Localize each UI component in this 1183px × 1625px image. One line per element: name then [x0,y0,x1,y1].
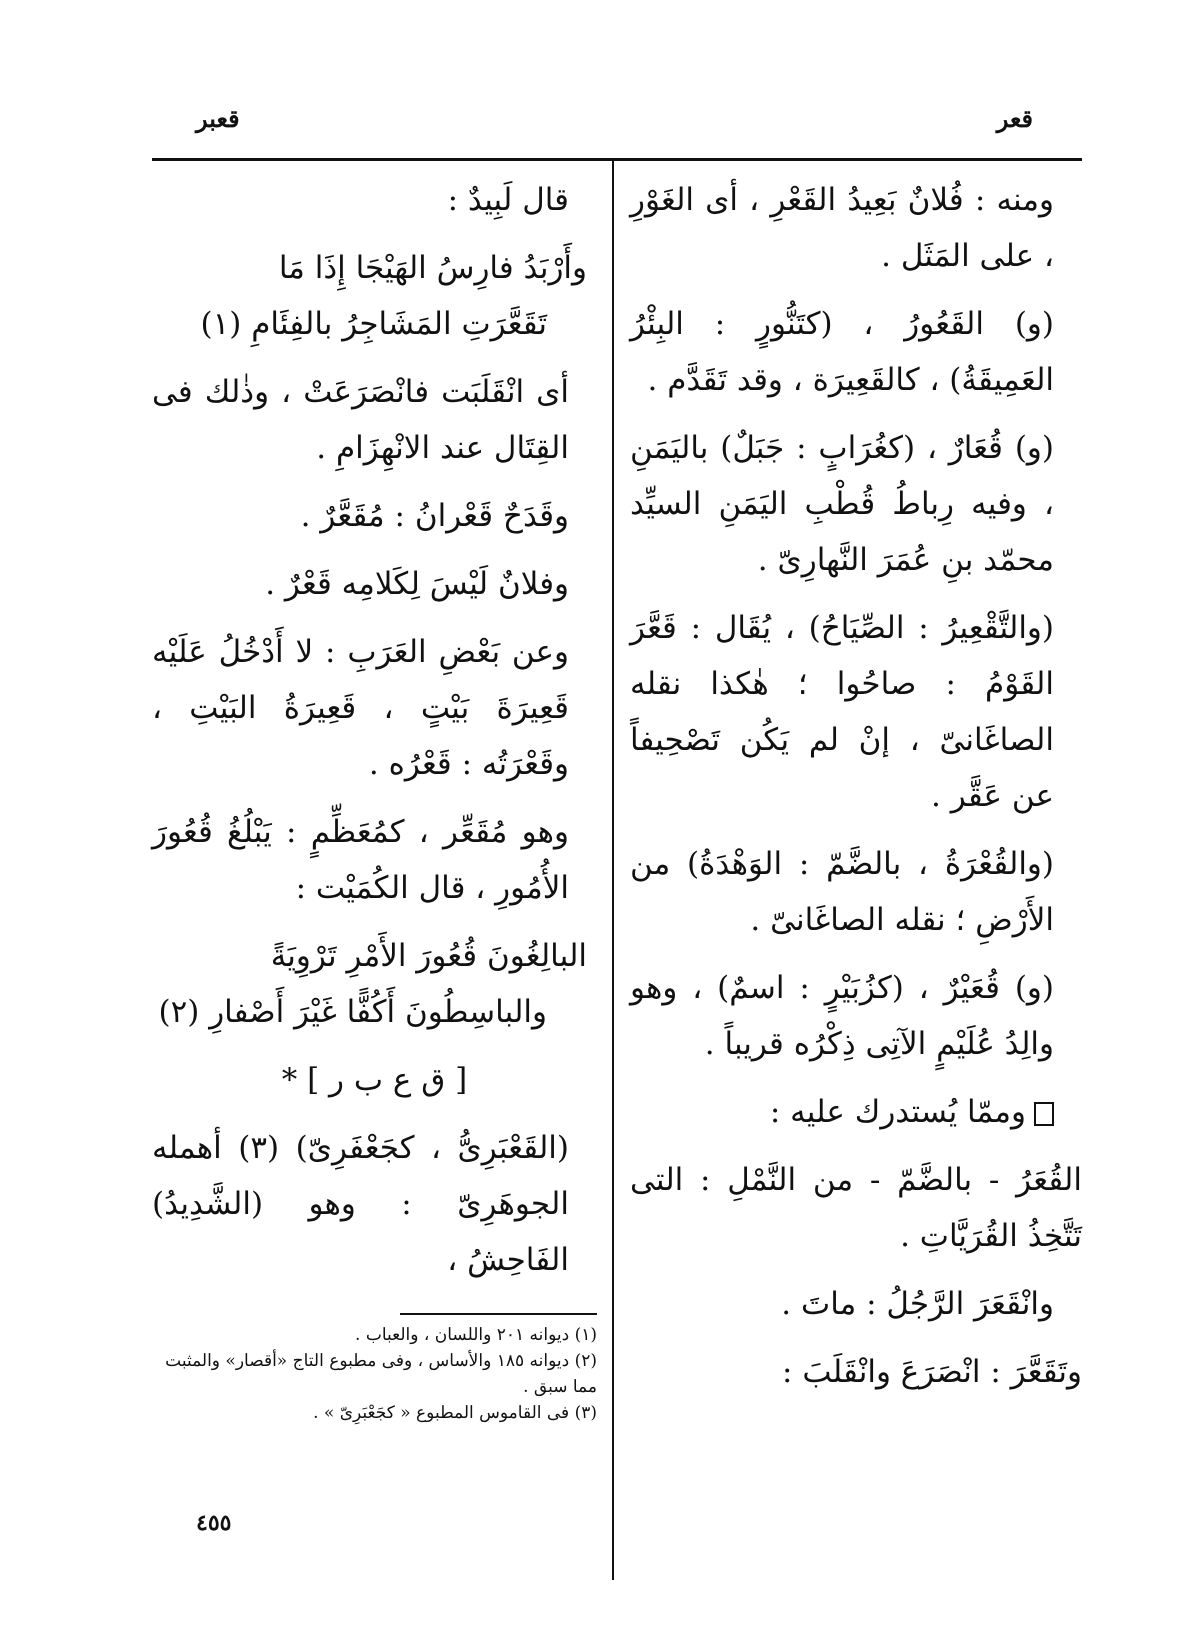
paragraph: (و) قُعَارٌ ، (كغُرَابٍ : جَبَلٌ) باليَمَنِ ، وفيه رِباطُ قُطْبِ اليَمَنِ السيِّد محمّد بنِ عُمَرَ النَّهارِىّ . [630,430,1054,578]
page-number: ٤٥٥ [196,1510,232,1536]
poem-line: البالِغُونَ قُعُورَ الأَمْرِ تَرْوِيَةً [270,938,587,974]
footnote: (٣) فى القاموس المطبوع « كجَعْبَرِىّ » . [313,1403,597,1423]
poem-line: وأَرْبَدُ فارِسُ الهَيْجَا إِذَا مَا [278,250,587,286]
paragraph: (القَعْبَرِىُّ ، كجَعْفَرِىّ) (٣) أهمله الجوهَرِىّ : وهو (الشَّدِيدُ) الفَاحِشُ ، [152,1130,569,1278]
poem-line: والباسِطُونَ أَكُفًّا غَيْرَ أَصْفارِ (٢) [158,994,547,1030]
paragraph: (و) القَعُورُ ، (كتَنُّورٍ : البِئْرُ العَمِيقَةُ) ، كالقَعِيرَة ، وقد تَقَدَّم . [630,306,1054,398]
paragraph: وقَدَحٌ قَعْرانُ : مُقَعَّرٌ . [300,498,569,534]
left-column [152,172,597,1300]
paragraph: وعن بَعْضِ العَرَبِ : لا أَدْخُلُ عَلَيْه قَعِيرَةَ بَيْتٍ ، قَعِيرَةُ البَيْتِ ، وقَعْرَتُه : قَعْرُه . [152,634,569,782]
header-rule [152,158,1082,161]
footnote: (١) ديوانه ٢٠١ واللسان ، والعباب . [355,1325,597,1345]
paragraph: (و) قُعَيْرٌ ، (كزُبَيْرٍ : اسمٌ) ، وهو والِدُ عُلَيْمٍ الآتِى ذِكْرُه قريباً . [630,970,1054,1062]
entry-heading: [ ق ع ب ر ] * [281,1062,468,1098]
box-marker-icon [1034,1102,1054,1126]
paragraph: أى انْقَلَبَت فانْصَرَعَتْ ، وذٰلك فى القِتَال عند الانْهِزَامِ . [152,374,569,466]
poem-line: تَقَعَّرَتِ المَشَاجِرُ بالفِئَامِ (١) [200,306,547,342]
footnotes [152,1322,597,1426]
paragraph: (والقُعْرَةُ ، بالضَّمّ : الوَهْدَةُ) من الأَرْضِ ؛ نقله الصاغَانىّ . [630,846,1054,938]
footnote-rule [400,1313,597,1315]
paragraph: وانْقَعَرَ الرَّجُلُ : ماتَ . [781,1286,1054,1322]
paragraph: وفلانٌ لَيْسَ لِكَلامِه قَعْرٌ . [265,566,569,602]
running-head-right: قعر [996,104,1033,133]
supplement-heading: وممّا يُستدرك عليه : [630,1084,1082,1140]
column-divider [612,160,614,1580]
quote-intro: قال لَبِيدٌ : [447,182,569,218]
paragraph: (والتَّقْعِيرُ : الصِّيَاحُ) ، يُقَال : قَعَّرَ القَوْمُ : صاحُوا ؛ هٰكذا نقله الصاغَانىّ ، إنْ لم يَكُن تَصْحِيفاً عن عَقَّر . [630,610,1054,814]
running-head-left: قعبر [196,104,240,133]
paragraph: ومنه : فُلانٌ بَعِيدُ القَعْرِ ، أى الغَوْرِ ، على المَثَل . [630,182,1054,274]
right-column [630,172,1082,1412]
paragraph: القُعَرُ - بالضَّمّ - من النَّمْلِ : التى تَتَّخِذُ القُرَيَّاتِ . [630,1162,1082,1254]
footnote: (٢) ديوانه ١٨٥ والأساس ، وفى مطبوع التاج «أقصار» والمثبت مما سبق . [165,1351,597,1397]
paragraph: وتَقَعَّرَ : انْصَرَعَ وانْقَلَبَ : [782,1354,1082,1390]
paragraph: وهو مُقَعِّر ، كمُعَظِّمٍ : يَبْلُغُ قُعُورَ الأُمُورِ ، قال الكُمَيْت : [152,814,569,906]
